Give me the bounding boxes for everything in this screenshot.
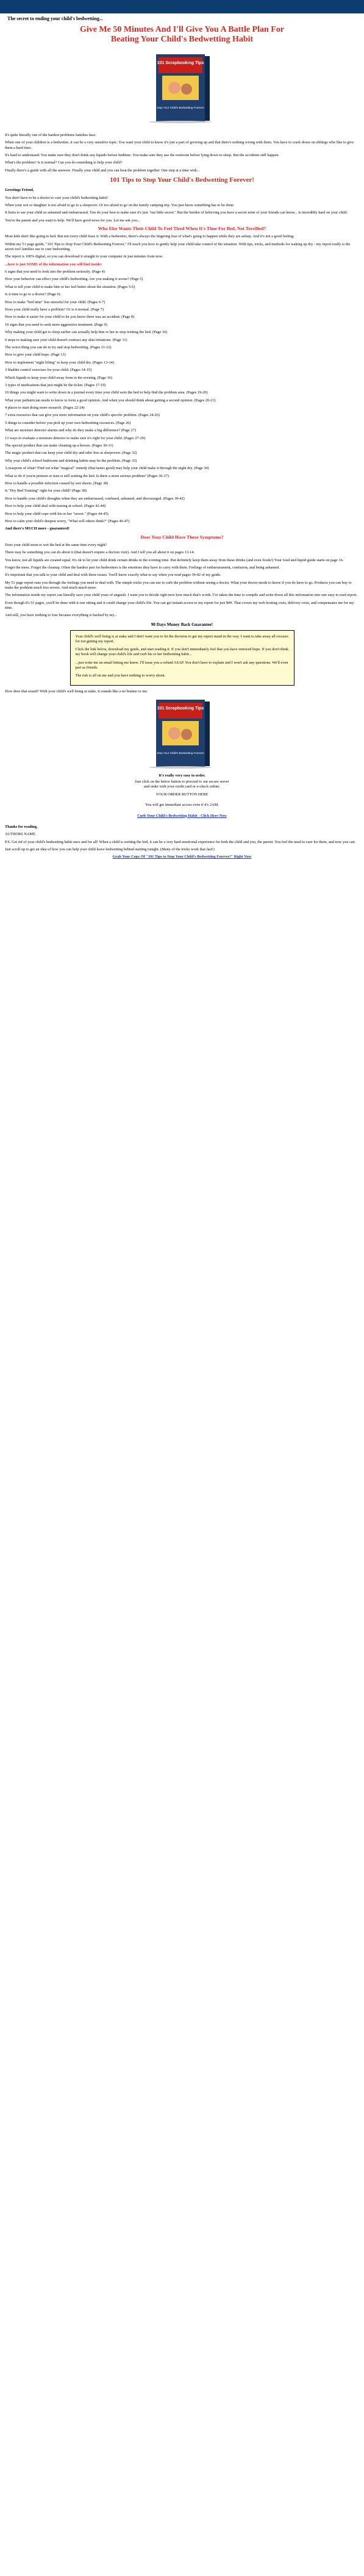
body-paragraph: And still, you have nothing to lose because everything is backed by my...	[5, 613, 117, 618]
cta-link[interactable]: Curb Your Child's Bedwetting Habit - Click Here Now	[137, 813, 227, 818]
intro-paragraph: Finally there's a guide with all the answers. Finally your child and you can beat the problem together. One step at a time with...	[5, 168, 200, 173]
body-paragraph: When your son or daughter is too afraid to go to a sleepover. Or too afraid to go on the family camping trip. You just know something has to be done.	[5, 203, 235, 207]
benefit-item: How to calm your child's deepest worry, "What will others think?" (Pages 46-47)	[5, 518, 130, 523]
benefit-item: How your behavior can effect your child's bedwetting. Are you making it worse? (Page 5)	[5, 277, 143, 282]
ps-note: P.S. Get rid of your child's bedwetting habit once and for all! When a child is wetting the bed, it can be a very hard emotional experience for both the child and you, the parent. You feel the need to care for them, and now you can.	[5, 839, 356, 844]
body-paragraph: My 51 page report runs you through the feelings you need to deal with. The simple tricks you can use to curb the problem without seeing a doctor. What your doctor needs to know if you do have to go. Products you can buy to make the problem much less severe. And much much more.	[5, 580, 352, 590]
more-note: And there's MUCH more - guaranteed!	[5, 526, 70, 531]
body-paragraph: Even though it's 51 pages, you'll be done with it one sitting and it could change your child's life. You can get instant access to my report for just $##. That covers my web hosting costs, delivery costs, and compensates me for my time.	[5, 600, 354, 611]
body-paragraph: It hurts to see your child so ashamed and embarrassed. You do your best to make sure it's just "our little secret." But the burden of believing you have a secret none of your friends can know... is incredibly hard on your child.	[5, 210, 348, 215]
order-line: and order with your credit card or e-check online.	[143, 784, 220, 789]
body-paragraph: Most kids don't like going to bed. But not every child fears it. With a bedwetter, there's always the lingering fear of what's going to happen while they are asleep. And it's not a good feeling.	[5, 234, 294, 239]
benefit-item: How to handle a possible infection caused by wet sheets. (Page 38)	[5, 481, 109, 486]
cover-subtitle: Stop Your Child's Bedwetting Forever!	[157, 752, 204, 755]
bottom-cta-link[interactable]: Grab Your Copy Of "101 Tips to Stop Your Child's Bedwetting Forever!" Right Now	[112, 855, 252, 859]
intro-paragraph: When one of your children is a bedwetter, it can be a very sensitive topic. You want your child to know it's just a part of growing up and that there's nothing wrong with them. You have to crack down on siblings who like to give them a hard time.	[5, 140, 354, 150]
scroll-note: Just scroll up to get an idea of how you can help your child leave bedwetting behind starting tonight. (Many of the tricks work that fast!)	[5, 847, 215, 852]
benefit-item: Which liquids to keep your child away from in the evening. (Page 16)	[5, 375, 113, 380]
body-paragraph: Within my 51 page guide, "101 Tips to Stop Your Child's Bedwetting Forever," I'll teach you how to gently help your child take control of the situation. With tips, tricks, and methods for waking up dry - my report really is the secret tool families use to cure bedwetting.	[5, 242, 351, 251]
benefit-item: How to make it easier for your child to let you know there was an accident. (Page 8)	[5, 315, 135, 320]
body-paragraph: You're the parent and you want to help. We'll have good news for you. Let me ask you...	[5, 218, 140, 223]
benefit-item: How to handle your child's thoughts when they are embarrassed, confused, ashamed, and discouraged. (Pages 39-42)	[5, 496, 185, 501]
body-paragraph: The report is 100% digital, so you can download it straight to your computer in just minutes from now.	[5, 254, 163, 259]
body-paragraph: It's important that you talk to your child and deal with these issues. You'll know exactly what to say when you read pages 39-42 of my guide.	[5, 573, 221, 578]
inside-intro: ...here is just SOME of the information you will find inside:	[5, 262, 102, 267]
headline-line-2: Beating Your Child's Bedwetting Habit	[110, 35, 254, 44]
benefit-item: 7 extra resources that can give you more information on your child's specific problem. (Pages 24-26)	[5, 413, 160, 418]
guarantee-text: ...just write me an email letting me know. I'll issue you a refund ASAP. You don't have to explain and I won't ask any questions. We'll even part as friends.	[75, 660, 288, 670]
headline-line-1: Give Me 50 Minutes And I'll Give You A Battle Plan For	[79, 25, 285, 34]
cover-subtitle: Stop Your Child's Bedwetting Forever!	[157, 106, 204, 109]
benefit-item: How to help your child cope with his or her "secret." (Pages 44-45)	[5, 511, 109, 516]
benefit-item: Why your child's school bathroom and drinking habits may be the problem. (Page 33)	[5, 458, 137, 463]
top-bar	[0, 0, 364, 13]
ebook-cover-image	[138, 52, 226, 123]
main-title: 101 Tips to Stop Your Child's Bedwetting Forever!	[110, 176, 254, 184]
benefit-item: 13 ways to evaluate a moisture detector to make sure it's right for your child. (Pages 27-29)	[5, 436, 146, 440]
benefit-item: What are moisture detector alarms and why do they make a big difference? (Page 27)	[5, 428, 136, 433]
order-easy: It's really very easy to order.	[159, 773, 205, 778]
benefit-item: 10 things you might want to write down in a journal every time your child wets the bed to help find the problem area. (Pages 19-20)	[5, 390, 208, 395]
thanks: Thanks for reading,	[5, 824, 38, 829]
benefit-item: 4 places to start doing more research. (Pages 22-24)	[5, 406, 85, 411]
body-paragraph: You don't have to be a doctor to cure your child's bedwetting habit!	[5, 195, 109, 200]
benefit-item: 3 types of medications that just might be the ticket. (Pages 17-19)	[5, 382, 106, 387]
cover-bottom-wrap	[5, 698, 359, 770]
order-instant: You will get immediate access even if it's 2AM.	[145, 802, 219, 807]
guarantee-text: Click the link below, download my guide, and start reading it. If you don't immediately feel that you have renewed hope. If you don't think my book will change your child's life and curb his or her bedwetting habit...	[75, 647, 289, 657]
order-button[interactable]: YOUR ORDER BUTTON HERE	[155, 792, 209, 797]
cover-title: 101 Scrapbooking Tips	[157, 706, 204, 711]
benefit-item: How to make "bed time" less stressful for your child. (Pages 6-7)	[5, 300, 105, 304]
benefit-item: Does your child really have a problem? Or is it normal. (Page 7)	[5, 307, 104, 312]
benefit-item: What to do if you're preteen or teen is still wetting the bed. Is there a more serious problem? (Pages 36-37)	[5, 473, 169, 478]
benefit-item: How to help your child deal with teasing at school. (Pages 42-44)	[5, 504, 106, 509]
benefit-item: 5 things to consider before you pick up your own bedwetting resources. (Page 26)	[5, 420, 131, 425]
body-copy	[5, 133, 359, 863]
benefit-item: 10 signs that you need to seek more aggressive treatment. (Page 9)	[5, 322, 107, 327]
benefit-list	[5, 270, 359, 524]
benefit-item: A teaspoon of what? Find out what "magical" remedy (that tastes good) may help your child make it through the night dry. (Page 34)	[5, 466, 209, 471]
body-paragraph: How does that sound? With your child's well being at stake, it sounds like a no brainer to me.	[5, 689, 148, 694]
body-paragraph: Forget the mess. Forget the cleanup. Often the hardest part for bedwetters is the emotions they have to carry with them. Feelings of embarrassment, confusion, and being ashamed.	[5, 565, 280, 570]
benefit-item: What to tell your child to make him or her feel better about the situation. (Pages 5-6)	[5, 284, 135, 289]
author-name: AUTHORS NAME	[5, 832, 35, 837]
strap-line: The secret to ending your child's bedwetting...	[7, 16, 103, 21]
body-paragraph: The information inside my report can literally save your child years of anguish. I want you to decide right now how much that's worth. I've taken the time to compile and write down all this information into one easy to read report.	[5, 593, 357, 598]
benefit-item: Why making your child get to sleep earlier can actually help him or her to stop wetting the bed. (Page 10)	[5, 330, 168, 335]
intro-paragraph: It's hard to understand. You make sure they don't drink any liquids before bedtime. You make sure they use the restroom before lying down to sleep. But the accidents still happen.	[5, 152, 279, 157]
benefit-item: 6 signs that you need to look into the problem seriously. (Page 4)	[5, 270, 105, 274]
greeting: Greetings Friend,	[5, 188, 34, 193]
guarantee-title: 90 Days Money Back Guarantee!	[151, 622, 213, 627]
body-paragraph: There may be something you can do about it (that doesn't require a doctors visit). And I tell you all about it on pages 13-14.	[5, 550, 195, 555]
benefit-item: How to give your child hope. (Page 13)	[5, 353, 66, 357]
guarantee-text: Your child's well being is at stake and I don't want you to let the decision to get my report stand in the way. I want to take away all excuses for not getting my report.	[75, 634, 288, 644]
benefit-item: Is "Dry Bed Training" right for your child? (Page 38)	[5, 489, 87, 493]
benefit-item: Is it time to go to a doctor? (Page 6)	[5, 292, 60, 297]
body-paragraph: Does your child seem to wet the bed at the same time every night?	[5, 542, 107, 547]
guarantee-text: The risk is all on me and you have nothing to worry about.	[75, 673, 166, 678]
intro-paragraph: What's the problem? Is it normal? Can you do something to help your child?	[5, 160, 123, 165]
benefit-item: The magic product that can keep your child dry and odor free at sleepovers. (Page 32)	[5, 451, 137, 456]
benefit-item: What your pediatrician needs to know to form a good opinion. And when you should think about getting a second opinion. (Pages 20-21)	[5, 398, 216, 403]
cover-title: 101 Scrapbooking Tips	[157, 61, 204, 65]
order-line: Just click on the below button to proceed to our secure server	[135, 779, 229, 784]
benefit-item: How to implement "night lifting" to keep your child dry. (Pages 13-14)	[5, 360, 114, 365]
ebook-cover-image	[138, 698, 226, 769]
symptoms-title: Does Your Child Have These Symptoms?	[140, 534, 224, 540]
benefit-item: 6 steps to making sure your child doesn't contract any skin irritations. (Page 11)	[5, 337, 127, 342]
benefit-item: 3 bladder control exercises for your child. (Pages 14-15)	[5, 368, 92, 373]
benefit-item: The special product that can make cleaning up a breeze. (Pages 30-31)	[5, 443, 113, 448]
body-paragraph: You know, not all liquids are created equal. It's ok to let your child drink certain drinks in the evening time. But definitely keep them away from these drinks (and even foods!) Your food and liquid guide starts on page 16.	[5, 558, 344, 562]
benefit-item: The worst thing you can do to try and stop bedwetting. (Pages 11-12)	[5, 345, 112, 350]
guarantee-box	[70, 630, 294, 686]
intro-paragraph: It's quite literally one of the hardest problems families face.	[5, 133, 96, 137]
subheadline: Who Else Wants Their Child To Feel Tired When It's Time For Bed, Not Terrified?	[98, 226, 266, 232]
